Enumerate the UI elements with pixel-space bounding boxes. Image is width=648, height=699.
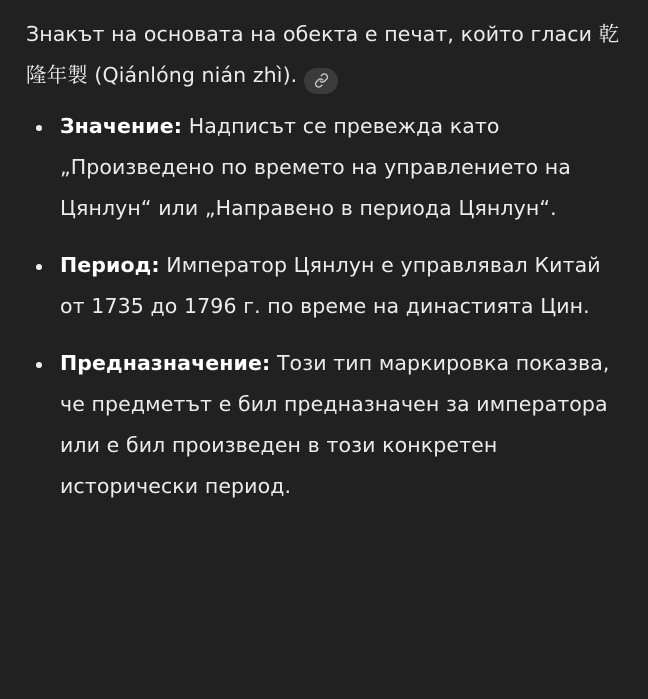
intro-text: Знакът на основата на обекта е печат, който гласи 乾隆年製 (Qiánlóng nián zhì). <box>26 22 620 87</box>
list-item <box>26 343 622 507</box>
list-item-text: Този тип маркировка показва, че предметът е бил предназначен за императора или е бил произведен в този конкретен исторически период. <box>60 351 610 498</box>
link-icon[interactable] <box>304 68 338 94</box>
intro-paragraph <box>26 14 622 96</box>
list-item-label: Значение: <box>60 114 183 138</box>
list-item <box>26 106 622 229</box>
detail-list <box>26 106 622 507</box>
list-item <box>26 245 622 327</box>
list-item-text: Надписът се превежда като „Произведено по времето на управлението на Цянлун“ или „Направено в периода Цянлун“. <box>60 114 571 220</box>
list-item-text: Император Цянлун е управлявал Китай от 1735 до 1796 г. по време на династията Цин. <box>60 253 601 318</box>
list-item-label: Период: <box>60 253 160 277</box>
list-item-label: Предназначение: <box>60 351 271 375</box>
